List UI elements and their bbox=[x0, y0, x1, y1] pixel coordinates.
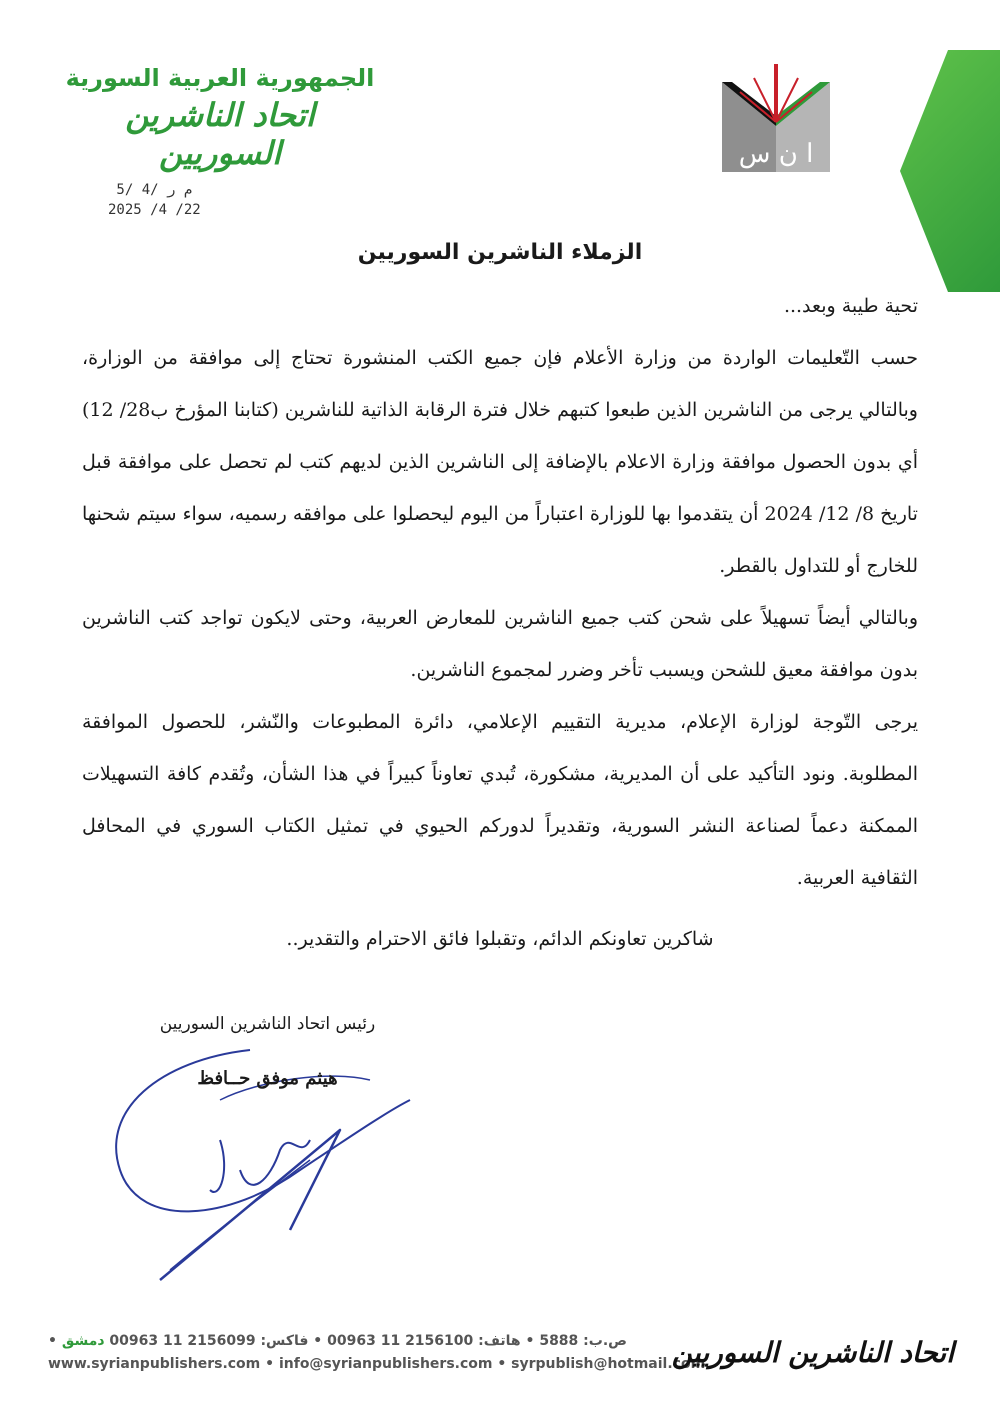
logo-text: ا ن س bbox=[738, 139, 814, 169]
footer-union-logo: اتحاد الناشرين السوريين bbox=[671, 1336, 954, 1369]
letter-body bbox=[82, 280, 918, 904]
union-logo-icon bbox=[720, 62, 832, 174]
handwritten-signature-icon bbox=[100, 1020, 420, 1290]
letterhead bbox=[60, 64, 380, 172]
reference-number: 5/ 4/ م ر bbox=[116, 182, 193, 198]
footer-city: دمشق bbox=[61, 1333, 105, 1349]
footer-address: • ص.ب: 5888 • هاتف: 2156100 11 00963 • فاكس: 2156099 11 00963 bbox=[48, 1333, 627, 1349]
country-name: الجمهورية العربية السورية bbox=[65, 64, 375, 92]
footer-contact bbox=[48, 1333, 627, 1349]
footer-web: www.syrianpublishers.com • info@syrianpublishers.com • syrpublish@hotmail.com bbox=[48, 1356, 706, 1372]
signatory-name: هيثم موفق حــافظ bbox=[197, 1068, 338, 1089]
union-name: اتحاد الناشرين السوريين bbox=[125, 96, 315, 172]
addressee: الزملاء الناشرين السوريين bbox=[357, 240, 643, 265]
paragraph-3: يرجى التّوجة لوزارة الإعلام، مديرية التقييم الإعلامي، دائرة المطبوعات والنّشر، للحصول الموافقة المطلوبة. ونود التأكيد على أن المديرية، مشكورة، تُبدي تعاوناً كبيراً في هذا الشأن، وتُقدم كافة التسهيلات الممكنة دعماً لصناعة النشر السورية، وتقديراً لدوركم الحيوي في تمثيل الكتاب السوري في المحافل الثقافية العربية. bbox=[82, 711, 918, 889]
signatory-role: رئيس اتحاد الناشرين السوريين bbox=[159, 1014, 376, 1034]
paragraph-2: وبالتالي أيضاً تسهيلاً على شحن كتب جميع الناشرين للمعارض العربية، وحتى لايكون تواجد كتب الناشرين بدون موافقة معيق للشحن ويسبب تأخر وضرر لمجموع الناشرين. bbox=[82, 607, 918, 681]
reference-date: 2025 /4 /22 bbox=[108, 202, 201, 218]
closing-line: شاكرين تعاونكم الدائم، وتقبلوا فائق الاحترام والتقدير.. bbox=[286, 928, 714, 950]
greeting: تحية طيبة وبعد... bbox=[783, 295, 918, 317]
paragraph-1: حسب التّعليمات الواردة من وزارة الأعلام فإن جميع الكتب المنشورة تحتاج إلى موافقة من الوزارة، وبالتالي يرجى من الناشرين الذين طبعوا كتبهم خلال فترة الرقابة الذاتية للناشرين (كتابنا المؤرخ ب28/ 12) أي بدون الحصول موافقة وزارة الاعلام بالإضافة إلى الناشرين الذين لديهم كتب لم تحصل على موافقة قبل تاريخ 8/ 12/ 2024 أن يتقدموا بها للوزارة اعتباراً من اليوم ليحصلوا على موافقه رسميه، سواء سيتم شحنها للخارج أو للتداول بالقطر. bbox=[82, 347, 918, 577]
reference-block bbox=[108, 180, 201, 220]
